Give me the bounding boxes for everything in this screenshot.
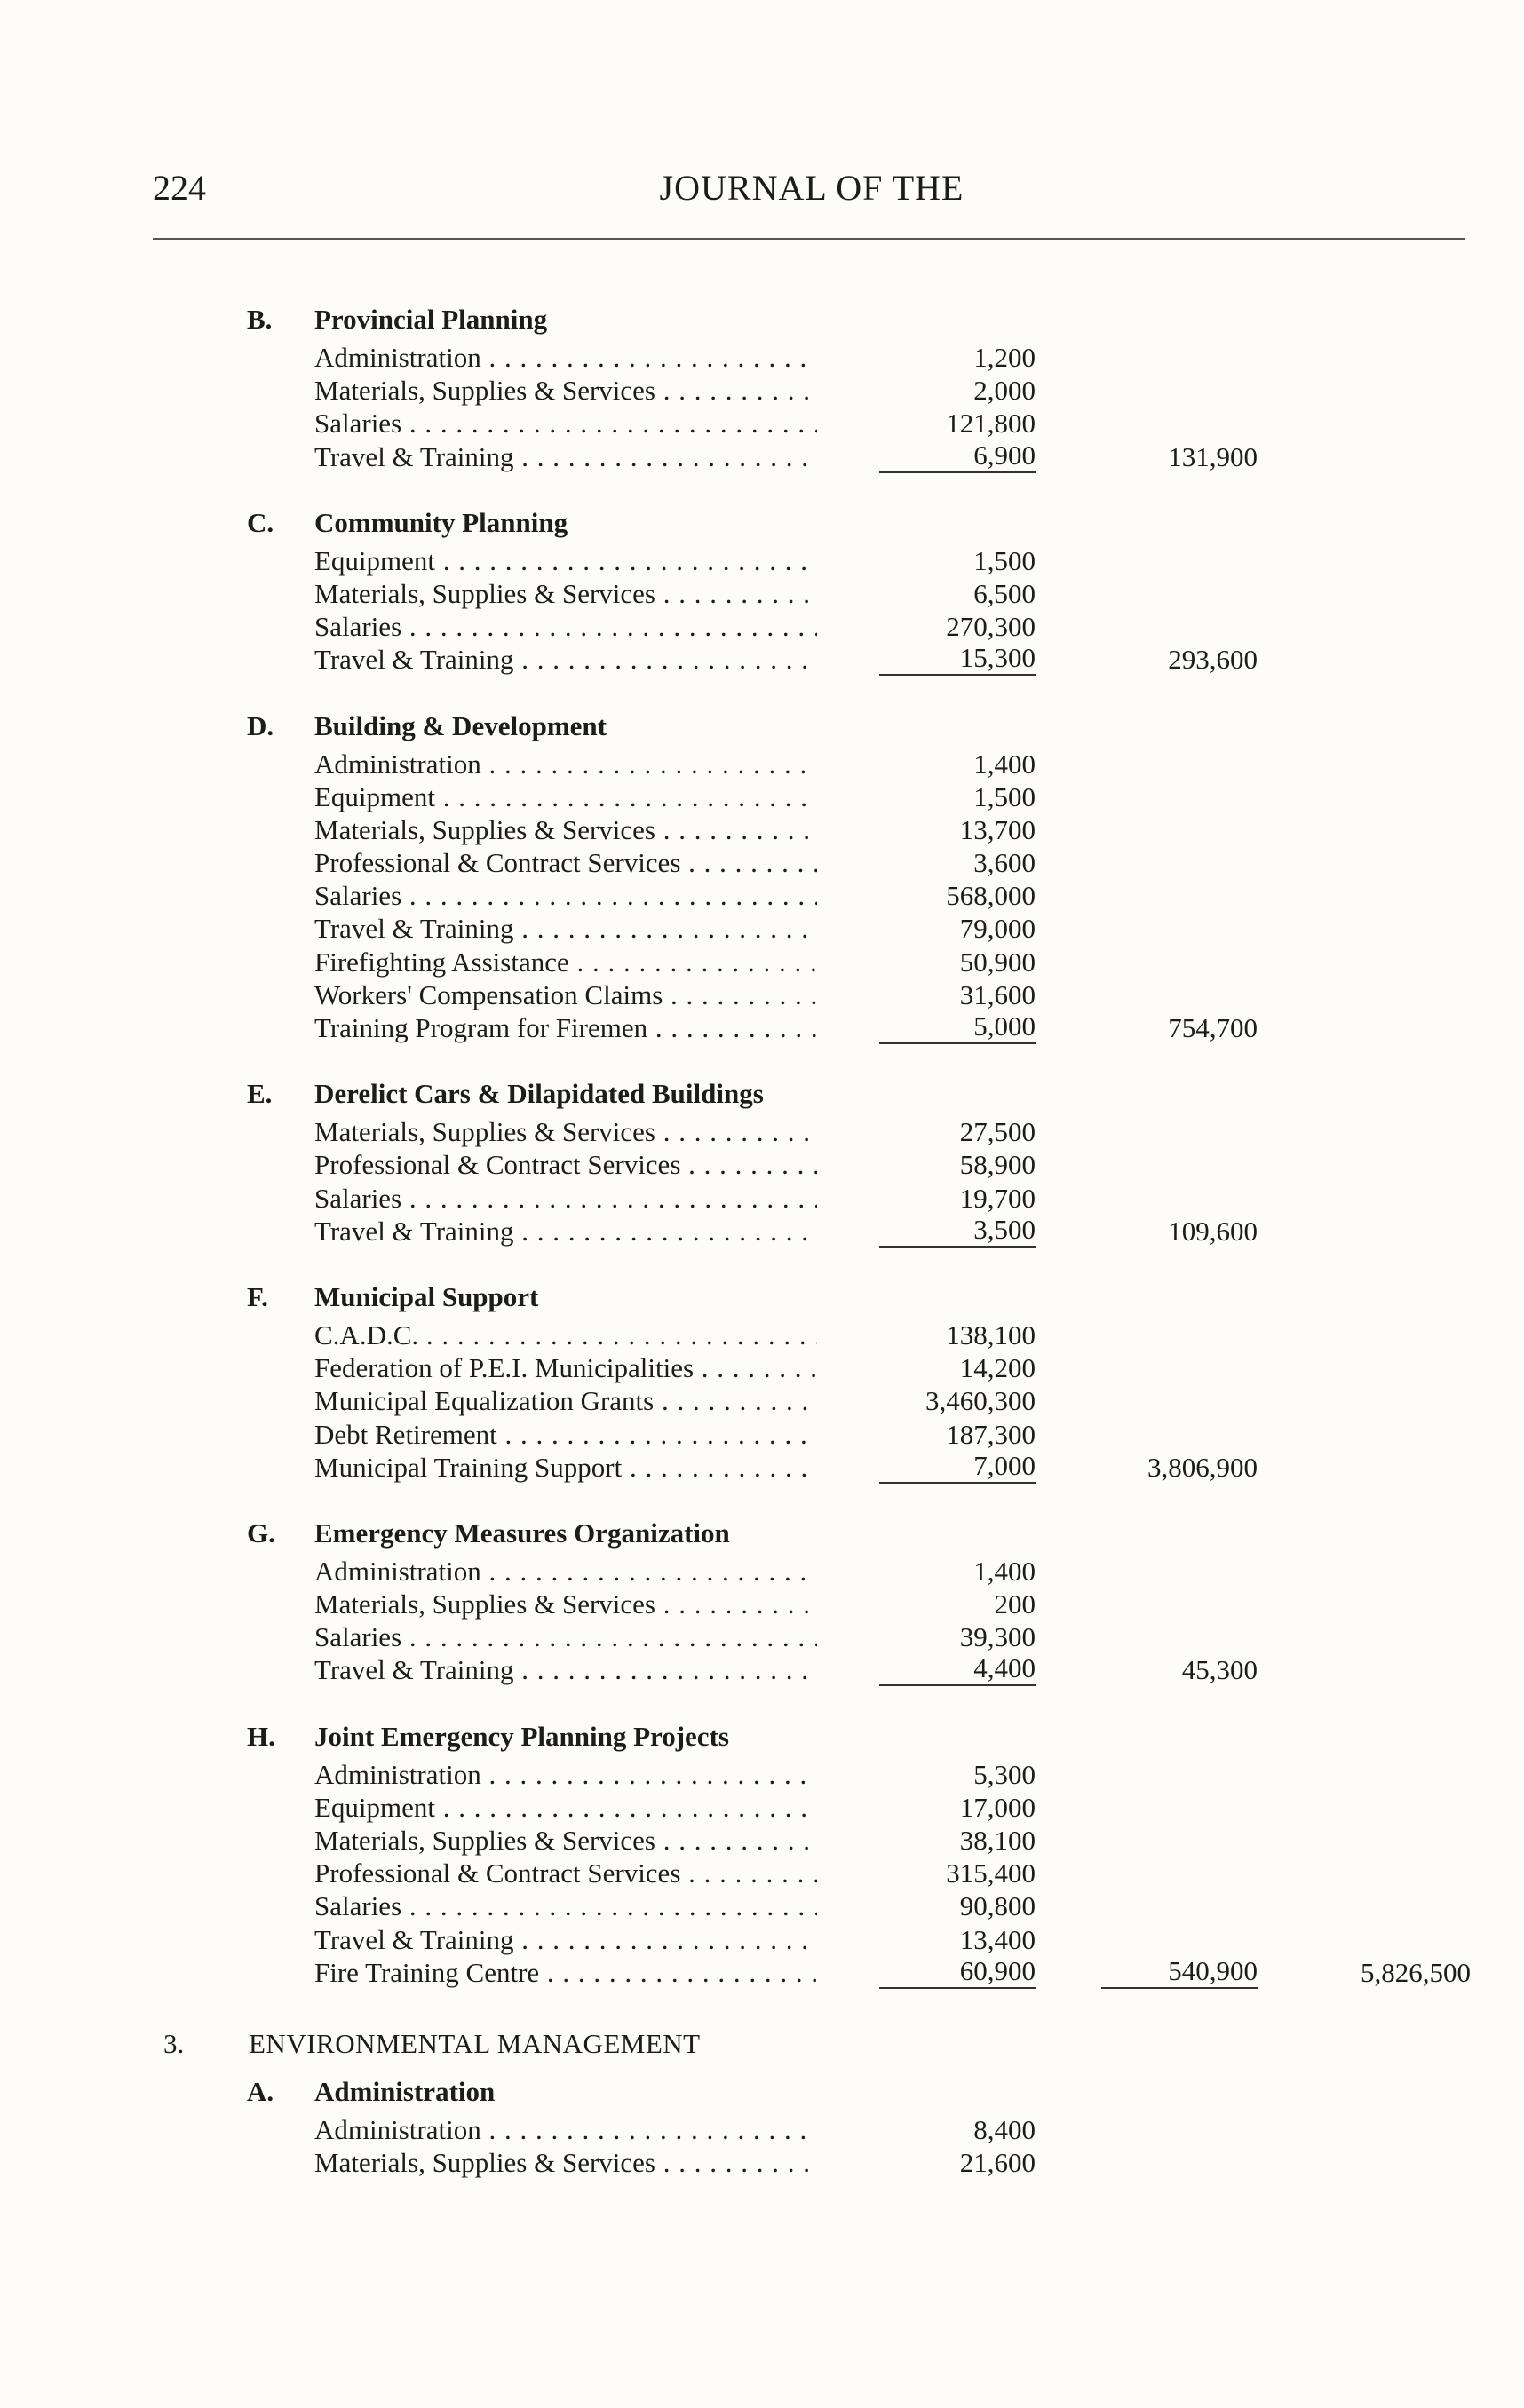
line-item-label: Materials, Supplies & Services . . .: [314, 1115, 817, 1148]
line-item-label: Materials, Supplies & Services . . .: [314, 1588, 817, 1620]
line-item: [0, 1351, 1524, 1384]
line-item-label: Training Program for Firemen . . .: [314, 1011, 817, 1044]
section-letter: A.: [247, 2075, 274, 2107]
line-item-amount: 1,500: [973, 544, 1036, 576]
line-item: [0, 1011, 1524, 1044]
line-item-amount: 15,300: [879, 643, 1036, 676]
line-item-amount: 1,400: [973, 748, 1036, 780]
section-title: Municipal Support: [314, 1280, 539, 1312]
line-item-amount: 39,300: [959, 1621, 1036, 1653]
line-item: [0, 1182, 1524, 1215]
line-item: [0, 1758, 1524, 1791]
line-item-amount: 5,300: [973, 1758, 1036, 1790]
section-subtotal: 293,600: [1168, 644, 1258, 676]
line-item-label: Travel & Training . . .: [314, 1653, 817, 1686]
budget-section: [0, 705, 1524, 1045]
section-title: Community Planning: [314, 506, 568, 538]
line-item: [0, 1791, 1524, 1824]
section-letter: B.: [247, 304, 273, 335]
line-item-amount: 568,000: [946, 880, 1036, 912]
line-item-label: Equipment . . .: [314, 544, 817, 577]
line-item-label: Materials, Supplies & Services . . .: [314, 2146, 817, 2179]
line-item-amount: 1,200: [973, 342, 1036, 373]
line-item-label: Salaries . . .: [314, 610, 817, 643]
line-item: [0, 748, 1524, 780]
line-item-amount: 1,400: [973, 1555, 1036, 1587]
line-item: [0, 978, 1524, 1011]
line-item-amount: 3,460,300: [925, 1385, 1036, 1417]
line-item: [0, 1148, 1524, 1181]
line-item-label: Travel & Training . . .: [314, 643, 817, 676]
line-item: [0, 1451, 1524, 1484]
section-title: Emergency Measures Organization: [314, 1517, 730, 1549]
line-item-amount: 90,800: [959, 1890, 1036, 1922]
grand-total: 5,826,500: [1361, 1956, 1471, 1988]
line-item: [0, 1115, 1524, 1148]
line-item-label: Equipment . . .: [314, 780, 817, 813]
line-item-label: Salaries . . .: [314, 1620, 817, 1653]
section-letter: D.: [247, 709, 274, 741]
line-item-label: Travel & Training . . .: [314, 912, 817, 945]
line-item-label: Salaries . . .: [314, 879, 817, 912]
section-title: Provincial Planning: [314, 304, 548, 335]
line-item: [0, 1588, 1524, 1620]
line-item-label: Materials, Supplies & Services . . .: [314, 813, 817, 846]
line-item-amount: 5,000: [879, 1011, 1036, 1044]
line-item: [0, 341, 1524, 374]
line-item-amount: 187,300: [946, 1418, 1036, 1450]
line-item-amount: 8,400: [973, 2113, 1036, 2145]
line-item-amount: 270,300: [946, 611, 1036, 643]
line-item: [0, 1620, 1524, 1653]
line-item-amount: 27,500: [959, 1116, 1036, 1148]
section-title: Derelict Cars & Dilapidated Buildings: [314, 1078, 764, 1110]
line-item-amount: 21,600: [959, 2147, 1036, 2179]
line-item: [0, 879, 1524, 912]
section-heading: [0, 2071, 1524, 2113]
line-item-label: Administration . . .: [314, 1758, 817, 1791]
line-item-amount: 3,600: [973, 847, 1036, 879]
line-item-amount: 58,900: [959, 1149, 1036, 1181]
running-head: JOURNAL OF THE: [659, 168, 964, 208]
line-item: [0, 1889, 1524, 1922]
line-item-label: Professional & Contract Services . . .: [314, 1857, 817, 1889]
line-item: [0, 643, 1524, 676]
line-item-label: Salaries . . .: [314, 1889, 817, 1922]
line-item: [0, 780, 1524, 813]
section-heading: [0, 1073, 1524, 1115]
line-item-label: Administration . . .: [314, 1555, 817, 1588]
line-item-label: Salaries . . .: [314, 1182, 817, 1215]
line-item-label: Workers' Compensation Claims . . .: [314, 978, 817, 1011]
section-heading: [0, 1715, 1524, 1758]
line-item-label: Administration . . .: [314, 341, 817, 374]
budget-section: [0, 502, 1524, 677]
budget-section: [0, 1715, 1524, 1989]
line-item-label: Administration . . .: [314, 748, 817, 780]
line-item: [0, 610, 1524, 643]
section-letter: H.: [247, 1720, 275, 1752]
line-item-amount: 121,800: [946, 408, 1036, 440]
section-subtotal: 45,300: [1181, 1654, 1258, 1686]
section-subtotal: 3,806,900: [1147, 1451, 1258, 1483]
section-letter: C.: [247, 506, 274, 538]
line-item: [0, 1923, 1524, 1956]
section-subtotal: 754,700: [1168, 1012, 1258, 1043]
line-item-amount: 60,900: [879, 1956, 1036, 1989]
line-item-amount: 50,900: [959, 946, 1036, 978]
line-item: [0, 946, 1524, 978]
major-section-heading: [0, 2017, 1524, 2071]
section-subtotal: 109,600: [1168, 1215, 1258, 1247]
line-item-label: Municipal Equalization Grants . . .: [314, 1384, 817, 1417]
line-item: [0, 1824, 1524, 1857]
line-item-label: Equipment . . .: [314, 1791, 817, 1824]
line-item-amount: 38,100: [959, 1825, 1036, 1856]
section-heading: [0, 298, 1524, 341]
line-item-label: Salaries . . .: [314, 407, 817, 440]
major-section-number: 3.: [163, 2027, 185, 2059]
line-item: [0, 374, 1524, 407]
page-number: 224: [153, 168, 206, 208]
section-heading: [0, 705, 1524, 748]
line-item-amount: 13,700: [959, 813, 1036, 845]
line-item: [0, 912, 1524, 945]
line-item-label: Professional & Contract Services . . .: [314, 846, 817, 879]
budget-section: [0, 1073, 1524, 1248]
line-item-amount: 138,100: [946, 1319, 1036, 1351]
line-item-amount: 315,400: [946, 1857, 1036, 1889]
line-item: [0, 2146, 1524, 2179]
line-item-label: Fire Training Centre . . .: [314, 1956, 817, 1989]
line-item-amount: 13,400: [959, 1923, 1036, 1955]
section-subtotal: 131,900: [1168, 440, 1258, 472]
line-item: [0, 1384, 1524, 1417]
line-item-amount: 14,200: [959, 1352, 1036, 1384]
line-item: [0, 846, 1524, 879]
line-item: [0, 813, 1524, 846]
line-item: [0, 1555, 1524, 1588]
line-item-label: Debt Retirement . . .: [314, 1418, 817, 1451]
line-item-label: Administration . . .: [314, 2113, 817, 2146]
section-subtotal: 540,900: [1101, 1956, 1258, 1989]
section-title: Joint Emergency Planning Projects: [314, 1720, 729, 1752]
budget-section: [0, 2071, 1524, 2179]
line-item: [0, 440, 1524, 473]
line-item-amount: 3,500: [879, 1215, 1036, 1248]
line-item: [0, 544, 1524, 577]
line-item-label: Municipal Training Support . . .: [314, 1451, 817, 1484]
line-item-amount: 31,600: [959, 978, 1036, 1010]
line-item-label: Materials, Supplies & Services . . .: [314, 1824, 817, 1857]
section-letter: E.: [247, 1078, 273, 1110]
section-title: Administration: [314, 2075, 496, 2107]
line-item: [0, 577, 1524, 610]
line-item-label: Federation of P.E.I. Municipalities . . .: [314, 1351, 817, 1384]
line-item-label: Travel & Training . . .: [314, 440, 817, 473]
section-letter: F.: [247, 1280, 268, 1312]
line-item-label: Firefighting Assistance . . .: [314, 946, 817, 978]
budget-section: [0, 1276, 1524, 1484]
line-item-amount: 7,000: [879, 1451, 1036, 1484]
line-item-amount: 4,400: [879, 1653, 1036, 1686]
line-item-amount: 17,000: [959, 1791, 1036, 1823]
line-item-label: Materials, Supplies & Services . . .: [314, 374, 817, 407]
line-item-amount: 2,000: [973, 375, 1036, 407]
line-item-label: Travel & Training . . .: [314, 1215, 817, 1248]
line-item: [0, 1956, 1524, 1989]
line-item: [0, 1418, 1524, 1451]
header-rule: [153, 238, 1465, 240]
line-item: [0, 2113, 1524, 2146]
line-item: [0, 1319, 1524, 1351]
line-item: [0, 1653, 1524, 1686]
line-item-amount: 1,500: [973, 780, 1036, 812]
budget-section: [0, 1512, 1524, 1687]
section-heading: [0, 1512, 1524, 1555]
estimates-table: [0, 298, 1524, 2207]
line-item-amount: 6,500: [973, 577, 1036, 609]
section-letter: G.: [247, 1517, 275, 1549]
line-item: [0, 407, 1524, 440]
section-heading: [0, 502, 1524, 544]
line-item-amount: 200: [994, 1588, 1036, 1620]
line-item: [0, 1857, 1524, 1889]
line-item-amount: 6,900: [879, 440, 1036, 473]
line-item-label: C.A.D.C. . . .: [314, 1319, 817, 1351]
section-heading: [0, 1276, 1524, 1319]
line-item: [0, 1215, 1524, 1248]
major-section-title: ENVIRONMENTAL MANAGEMENT: [249, 2027, 701, 2059]
section-title: Building & Development: [314, 709, 607, 741]
line-item-label: Professional & Contract Services . . .: [314, 1148, 817, 1181]
line-item-amount: 79,000: [959, 913, 1036, 945]
line-item-amount: 19,700: [959, 1182, 1036, 1214]
line-item-label: Materials, Supplies & Services . . .: [314, 577, 817, 610]
budget-section: [0, 298, 1524, 473]
line-item-label: Travel & Training . . .: [314, 1923, 817, 1956]
